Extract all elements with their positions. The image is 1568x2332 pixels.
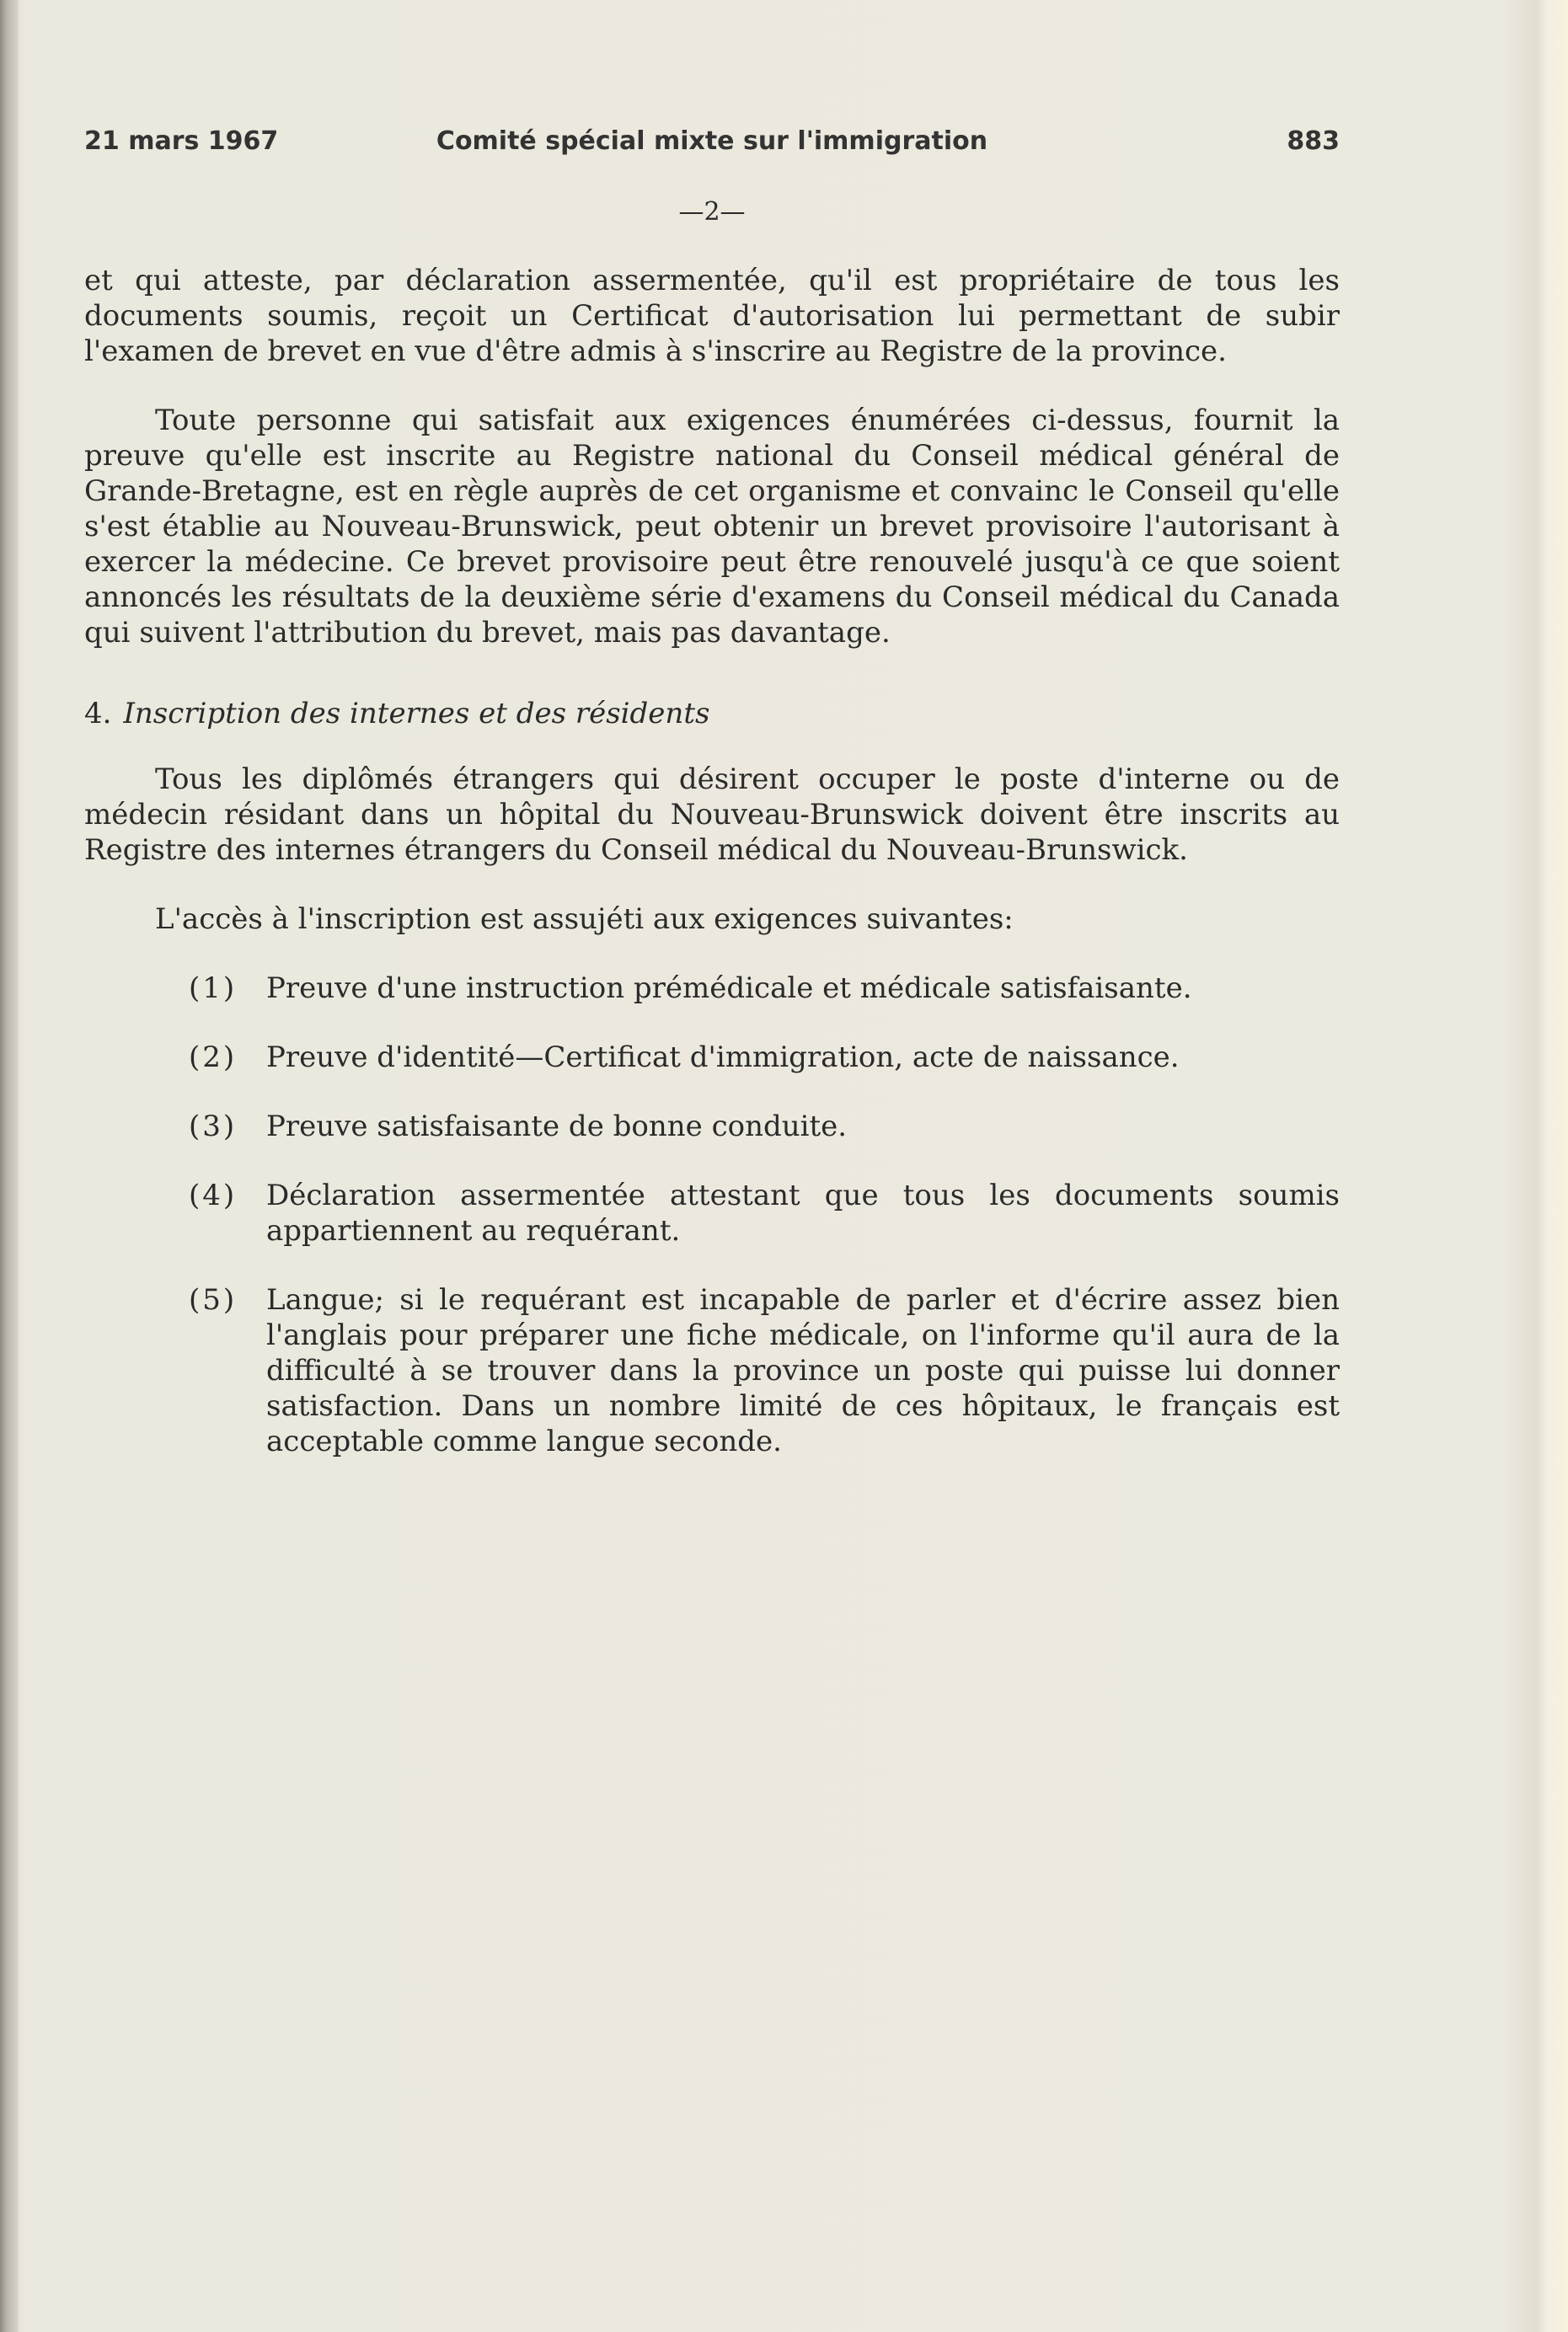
section-heading [84,696,1340,731]
sub-page-number: —2— [678,197,746,227]
running-header [84,126,1340,163]
body-text [84,263,1340,1493]
list-item-text: Langue; si le requérant est incapable de parler et d'écrire assez bien l'anglais pour préparer une fiche médicale, on l'informe qu'il aura de la difficulté à se trouver dans la province un poste qui puisse lui donner satisfaction. Dans un nombre limité de ces hôpitaux, le français est acceptable comme langue seconde. [266,1283,1340,1458]
section-number: 4. [84,697,112,730]
list-item [84,971,1340,1006]
list-item [84,1282,1340,1459]
list-marker: (3) [189,1110,238,1143]
header-date: 21 mars 1967 [84,126,279,156]
section-title: Inscription des internes et des résidents [123,697,710,730]
list-marker: (2) [189,1040,238,1074]
page-number: 883 [1287,126,1340,156]
list-item [84,1109,1340,1144]
paragraph-provisional-licence: Toute personne qui satisfait aux exigences énumérées ci-dessus, fournit la preuve qu'elle est inscrite au Registre national du Conseil médical général de Grande-Bretagne, est en règle auprès de cet organisme et convainc le Conseil qu'elle s'est établie au Nouveau-Brunswick, peut obtenir un brevet provisoire l'autorisant à exercer la médecine. Ce brevet provisoire peut être renouvelé jusqu'à ce que soient annoncés les résultats de la deuxième série d'examens du Conseil médical du Canada qui suivent l'attribution du brevet, mais pas davantage. [84,404,1340,650]
list-item-text: Preuve satisfaisante de bonne conduite. [266,1110,848,1143]
page-edge [1538,0,1568,2332]
requirements-intro: L'accès à l'inscription est assujéti aux exigences suivantes: [155,902,1014,936]
list-item-text: Déclaration assermentée attestant que tous les documents soumis appartiennent au requérant. [266,1179,1340,1248]
list-marker: (4) [189,1179,238,1212]
list-item-text: Preuve d'identité—Certificat d'immigration, acte de naissance. [266,1040,1180,1074]
list-item-text: Preuve d'une instruction prémédicale et médicale satisfaisante. [266,971,1192,1005]
section-intro-paragraph: Tous les diplômés étrangers qui désirent occuper le poste d'interne ou de médecin résidant dans un hôpital du Nouveau-Brunswick doivent être inscrits au Registre des internes étrangers du Conseil médical du Nouveau-Brunswick. [84,762,1340,867]
header-title: Comité spécial mixte sur l'immigration [436,126,988,156]
book-spine-shadow [0,0,19,2332]
list-marker: (1) [189,971,238,1005]
paragraph-continuation: et qui atteste, par déclaration assermentée, qu'il est propriétaire de tous les documents soumis, reçoit un Certificat d'autorisation lui permettant de subir l'examen de brevet en vue d'être admis à s'inscrire au Registre de la province. [84,264,1340,368]
list-item [84,1178,1340,1249]
list-item [84,1040,1340,1075]
list-marker: (5) [189,1283,238,1317]
